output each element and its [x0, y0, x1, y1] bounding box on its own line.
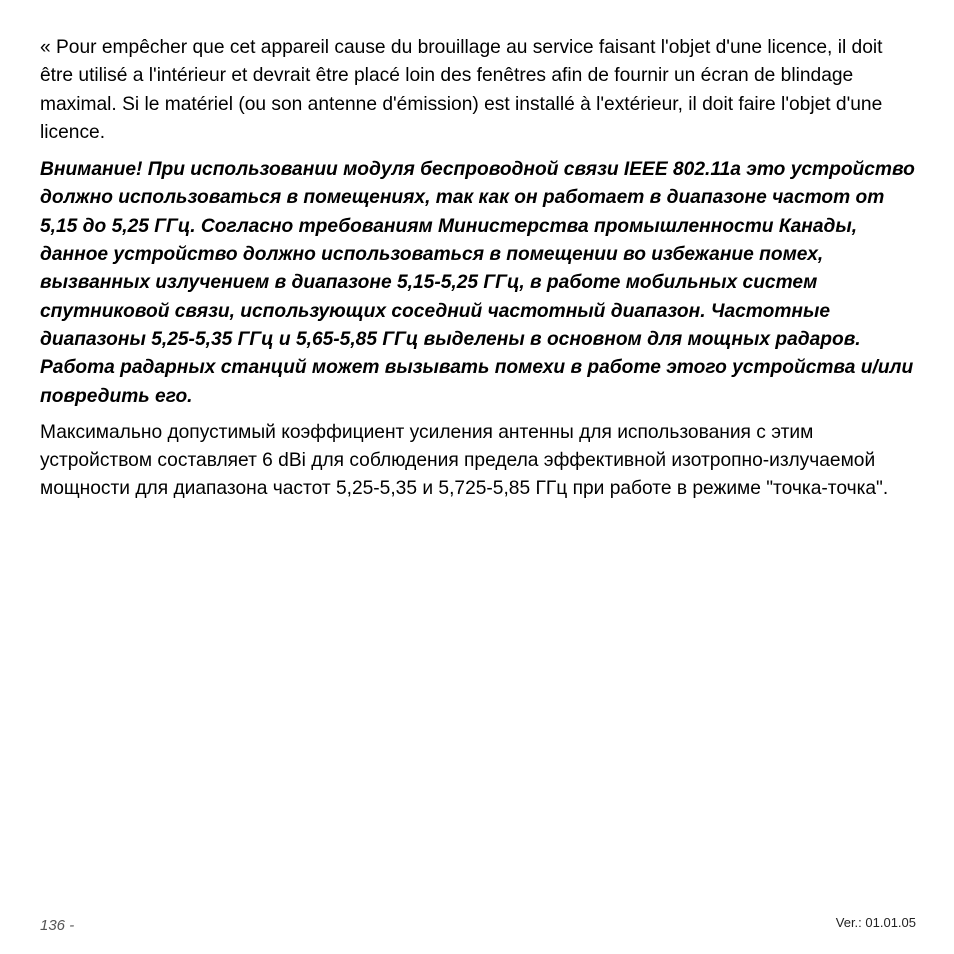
paragraph-french-notice: « Pour empêcher que cet appareil cause du brouillage au service faisant l'objet d'une licence, il doit être utilisé a l'intérieur et devrait être placé loin des fenêtres afin de fournir un écran de blindage maximal. Si le matériel (ou son antenne d'émission) est installé à l'extérieur, il doit faire l'objet d'une licence. — [40, 37, 883, 143]
document-body — [40, 34, 920, 504]
page-number: 136 - — [40, 917, 75, 934]
paragraph-antenna-gain: Максимально допустимый коэффициент усиления антенны для использования с этим устройством составляет 6 dBi для соблюдения предела эффективной изотропно-излучаемой мощности для диапазона частот 5,25-5,35 и 5,725-5,85 ГГц при работе в режиме "точка-точка". — [40, 421, 889, 500]
paragraph-warning: Внимание! При использовании модуля беспроводной связи IEEE 802.11a это устройство должно использоваться в помещениях, так как он работает в диапазоне частот от 5,15 до 5,25 ГГц. Согласно требованиям Министерства промышленности Канады, данное устройство должно использоваться в помещении во избежание помех, вызванных излучением в диапазоне 5,15-5,25 ГГц, в работе мобильных систем спутниковой связи, использующих соседний частотный диапазон. Частотные диапазоны 5,25-5,35 ГГц и 5,65-5,85 ГГц выделены в основном для мощных радаров. Работа радарных станций может вызывать помехи в работе этого устройства и/или повредить его. — [40, 159, 915, 407]
version-label: Ver.: 01.01.05 — [835, 915, 916, 930]
